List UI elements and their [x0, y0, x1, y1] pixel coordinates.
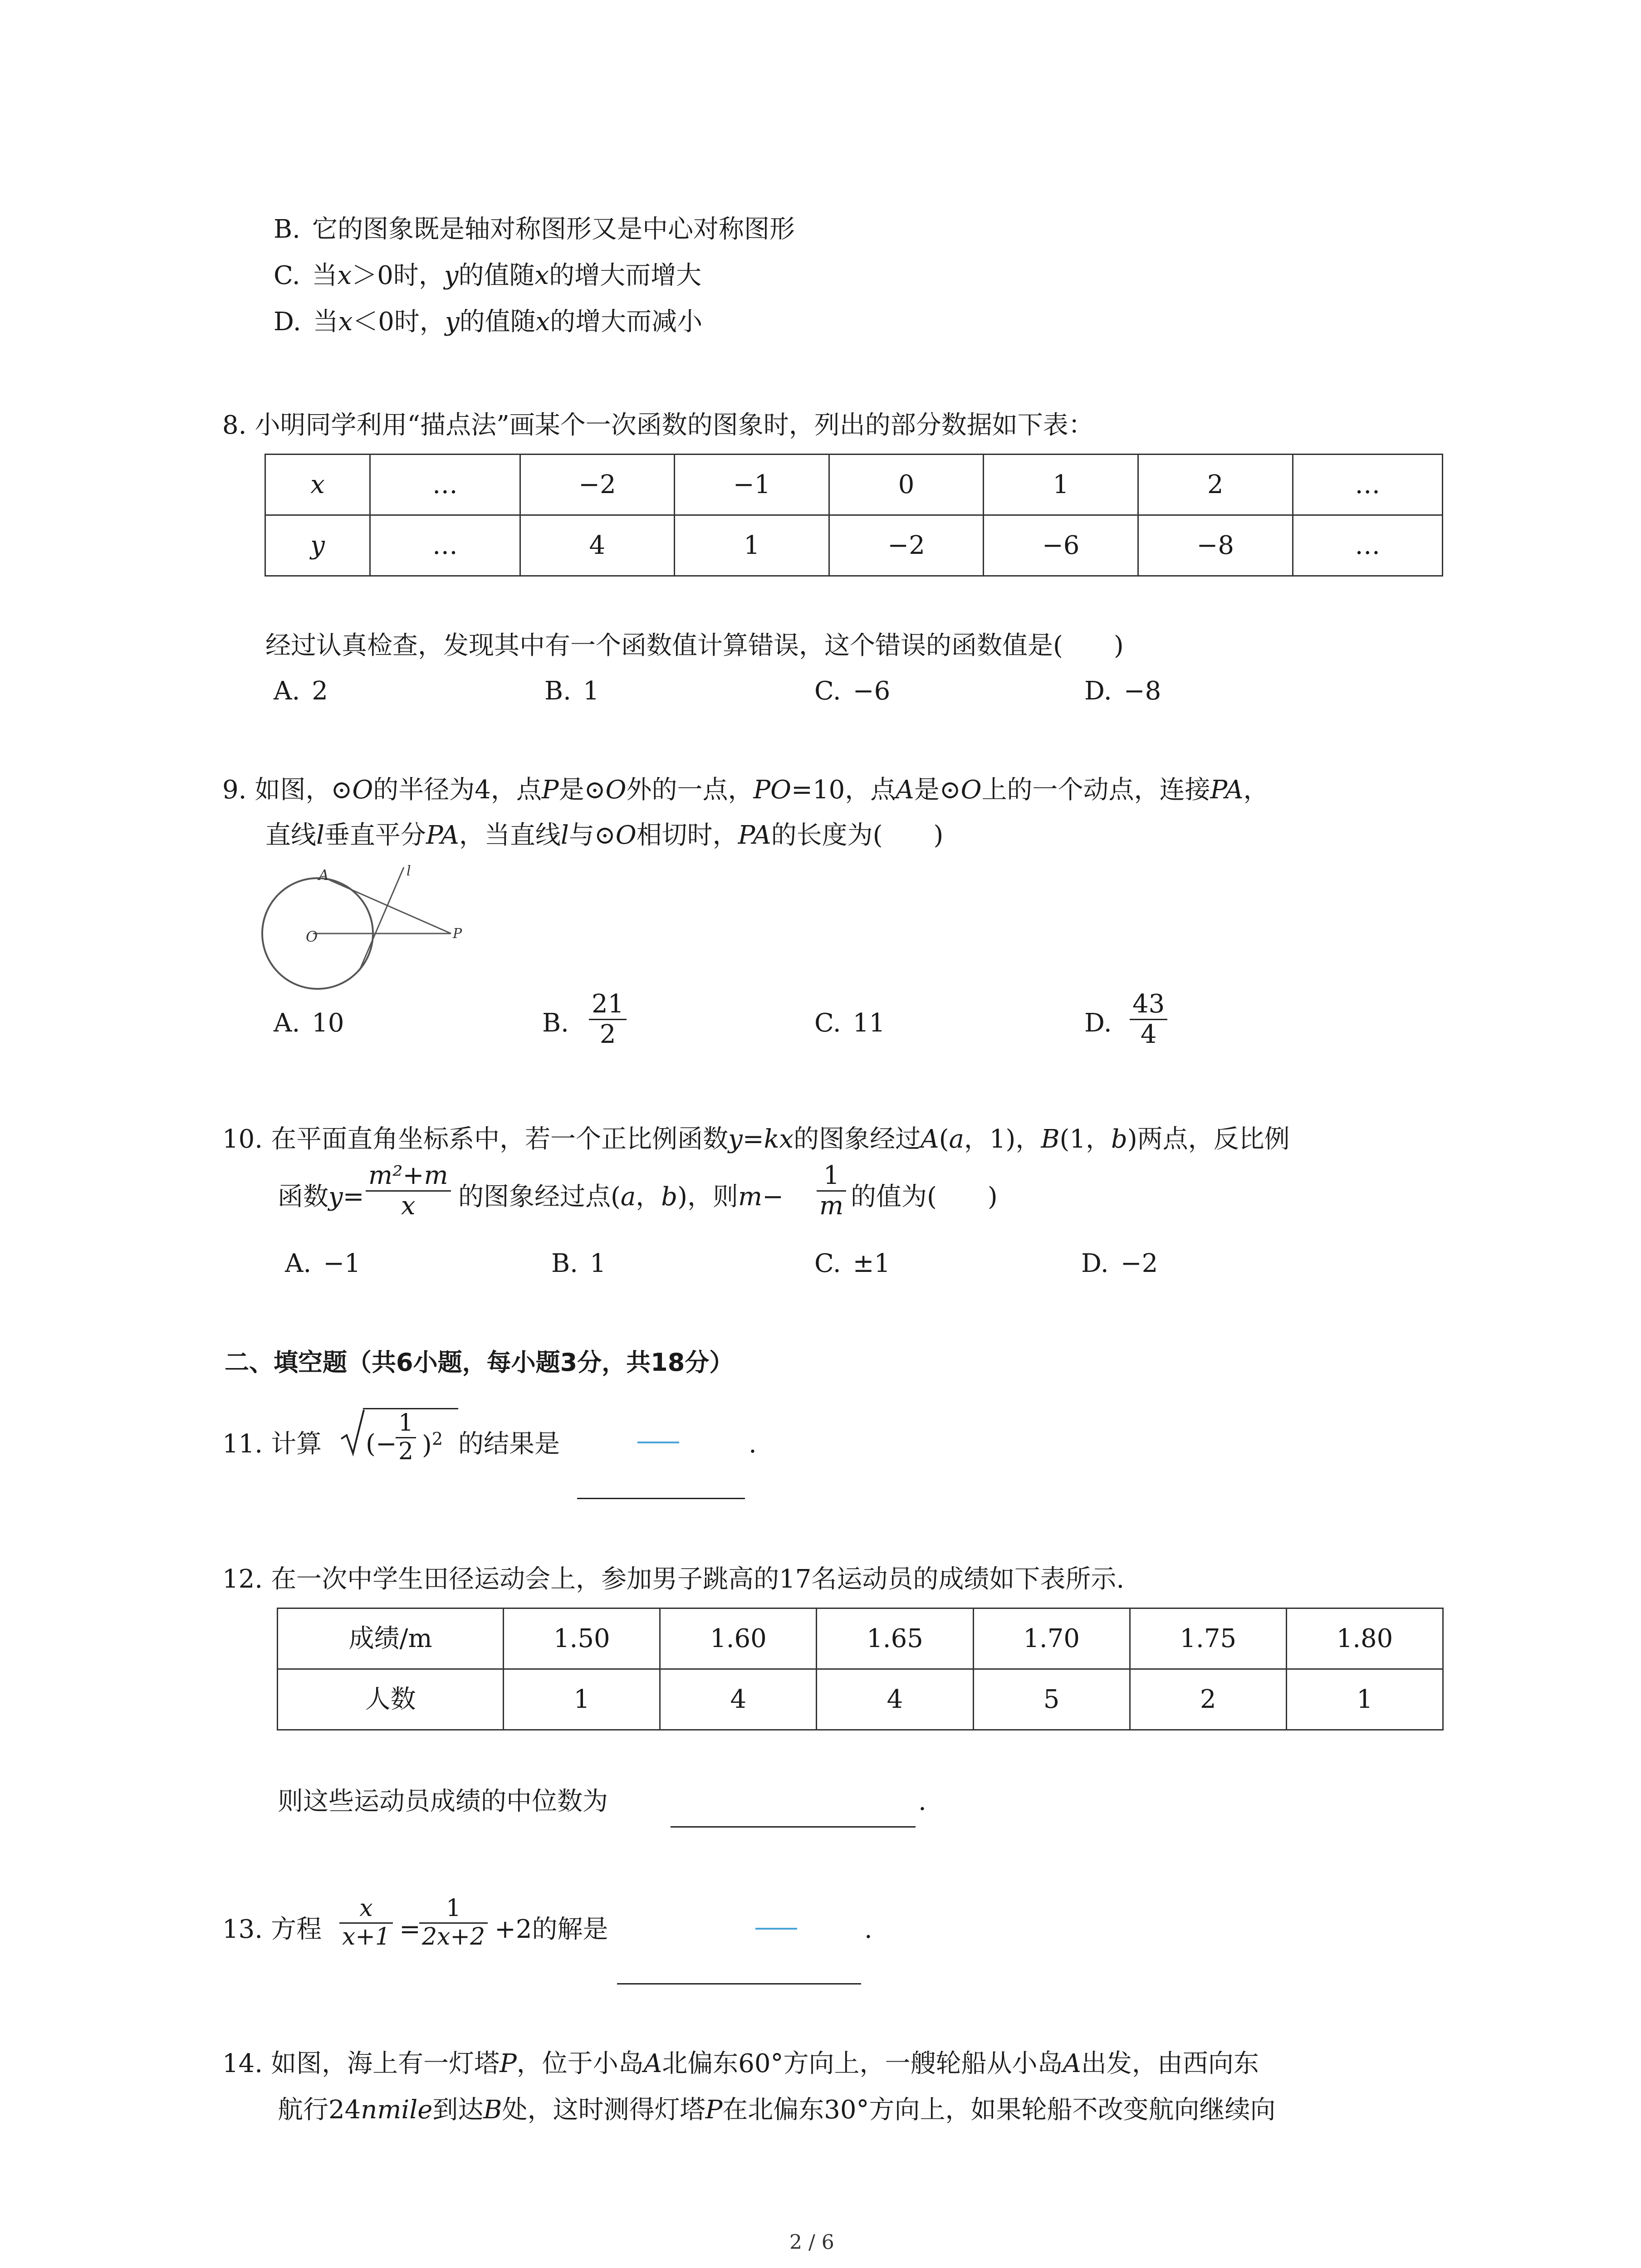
question-text: 函数: [278, 1182, 328, 1212]
q11-inner-pre: (−: [366, 1429, 397, 1459]
question-text: 到达: [432, 2095, 484, 2125]
question-number: 12.: [222, 1564, 263, 1594]
q9-option-c: [814, 1008, 885, 1038]
question-text: ，1)，: [964, 1124, 1041, 1154]
option-label: A.: [274, 1008, 300, 1038]
minus-sign: −: [762, 1182, 784, 1212]
q8-option-c: [814, 676, 890, 706]
answer-placeholder-mark: [637, 1442, 679, 1443]
table-cell: 1.60: [660, 1608, 817, 1669]
option-text: ＜0时，: [353, 307, 445, 337]
page-number: 2 / 6: [789, 2231, 834, 2254]
option-value: −8: [1123, 676, 1161, 706]
question-text: ，: [1243, 775, 1269, 805]
q9-option-b-fraction: [589, 990, 627, 1050]
question-text: 出发，由西向东: [1081, 2049, 1259, 2078]
q8-followup: 经过认真检查，发现其中有一个函数值计算错误，这个错误的函数值是( ): [265, 631, 1124, 660]
fraction-denominator: 2: [599, 1020, 616, 1050]
question-text: 上的一个动点，连接: [981, 775, 1210, 805]
q11-inner-post: [422, 1429, 443, 1461]
question-text: 外的一点，: [626, 775, 754, 805]
var-y: y: [445, 307, 460, 337]
question-text: (: [939, 1124, 949, 1154]
q10-fraction-m2m-over-x: [366, 1161, 451, 1221]
question-number: 8.: [222, 411, 247, 440]
option-value: 11: [852, 1008, 885, 1038]
question-number: 11.: [222, 1429, 263, 1459]
table-cell: 1.70: [973, 1608, 1130, 1669]
q10-stem-line2-pre: [278, 1182, 364, 1212]
fraction-denominator: 2x+2: [422, 1923, 485, 1950]
question-text: 是⊙: [558, 775, 606, 805]
table-cell: 0: [829, 455, 984, 515]
var: b: [1111, 1124, 1127, 1154]
question-number: 10.: [222, 1124, 263, 1154]
table-row-count: [278, 1669, 1443, 1730]
option-label: A.: [285, 1249, 312, 1278]
question-text: 航行24: [278, 2095, 361, 2125]
option-label: B.: [274, 215, 300, 244]
option-label: C.: [814, 1008, 841, 1038]
var: O: [352, 775, 373, 805]
var: A: [921, 1124, 939, 1154]
table-cell: …: [370, 515, 520, 576]
question-text: 相切时，: [636, 821, 738, 850]
table-cell: −6: [984, 515, 1138, 576]
q9-circle-figure: [259, 862, 476, 998]
question-text: 直线: [265, 821, 316, 850]
question-text: =10，点: [791, 775, 896, 805]
question-text: =: [742, 1124, 764, 1154]
question-text: 的半径为4，点: [373, 775, 542, 805]
option-label: C.: [814, 1249, 841, 1278]
q11-fraction: [396, 1410, 416, 1466]
q10-option-d: [1081, 1248, 1158, 1279]
segment-ap: [329, 880, 451, 934]
table-cell: x: [265, 455, 370, 515]
table-cell: 2: [1138, 455, 1293, 515]
q13-fraction-left: [339, 1895, 393, 1951]
option-label: D.: [1084, 676, 1112, 706]
question-text: 的长度为( ): [771, 821, 944, 850]
q13-fraction-right: [419, 1895, 488, 1951]
label-o: O: [306, 928, 318, 945]
option-value: 1: [589, 1249, 606, 1278]
question-text: 如图，海上有一灯塔: [271, 2049, 500, 2078]
var: P: [541, 775, 559, 805]
option-value: 1: [583, 676, 599, 706]
q13-period: .: [864, 1915, 872, 1944]
q10-stem-line2-mid: [458, 1182, 784, 1212]
var: PA: [1210, 775, 1244, 805]
table-cell: 2: [1130, 1669, 1286, 1730]
q11-stem-post: 的结果是: [458, 1429, 560, 1459]
fraction-numerator: 1: [817, 1161, 846, 1192]
q8-stem: [222, 410, 1094, 440]
var: B: [1041, 1124, 1060, 1154]
table-cell: …: [1293, 455, 1442, 515]
fraction-denominator: m: [819, 1191, 844, 1221]
q7-option-c: [274, 260, 701, 291]
question-text: 垂直平分: [324, 821, 426, 850]
fraction-numerator: 1: [419, 1895, 488, 1924]
q13-stem-post: +2的解是: [495, 1915, 608, 1944]
question-number: 9.: [222, 775, 247, 805]
fraction-denominator: x+1: [342, 1923, 390, 1950]
option-label: B.: [551, 1249, 578, 1278]
table-cell: 1.80: [1286, 1608, 1443, 1669]
table-cell: 1: [504, 1669, 660, 1730]
question-text: 在平面直角坐标系中，若一个正比例函数: [271, 1124, 729, 1154]
question-text: 计算: [271, 1429, 322, 1459]
q8-option-a: [274, 676, 328, 706]
q10-option-a: [285, 1248, 361, 1279]
var: A: [643, 2049, 662, 2078]
option-label: C.: [814, 676, 841, 706]
question-text: 小明同学利用“描点法”画某个一次函数的图象时，列出的部分数据如下表：: [255, 411, 1094, 440]
q7-option-b: [274, 214, 795, 244]
question-text: ，: [636, 1182, 661, 1212]
table-cell: 1: [675, 515, 829, 576]
q11-period: .: [749, 1429, 757, 1459]
option-label: C.: [274, 261, 300, 290]
var: a: [620, 1182, 636, 1212]
equals-sign: =: [343, 1182, 364, 1212]
var: P: [705, 2095, 723, 2125]
option-label: D.: [1081, 1249, 1109, 1278]
table-cell: 人数: [278, 1669, 504, 1730]
option-text: ＞0时，: [352, 261, 444, 290]
q9-stem-line2: [265, 820, 943, 850]
q13-stem-pre: [222, 1914, 322, 1945]
q9-option-d-label: D.: [1084, 1008, 1112, 1038]
fraction-denominator: 4: [1140, 1020, 1157, 1050]
q7-option-d: [274, 307, 702, 337]
var: b: [661, 1182, 678, 1212]
var-y: y: [444, 261, 459, 290]
question-text: )两点，反比例: [1127, 1124, 1290, 1154]
option-value: 10: [312, 1008, 344, 1038]
var: m: [738, 1182, 763, 1212]
question-text: (1，: [1059, 1124, 1111, 1154]
option-text: 的值随: [459, 307, 536, 337]
table-cell: 1: [984, 455, 1138, 515]
var: PA: [738, 821, 771, 850]
var: nmile: [361, 2095, 433, 2125]
table-cell: −2: [520, 455, 675, 515]
fraction-numerator: m²+m: [366, 1161, 451, 1192]
option-text: 的增大而减小: [550, 307, 703, 337]
q9-option-b-label: B.: [542, 1008, 569, 1038]
question-text: ，位于小岛: [516, 2049, 644, 2078]
var: y: [328, 1182, 343, 1212]
var: l: [560, 821, 569, 850]
table-cell: 4: [817, 1669, 973, 1730]
q11-answer-blank[interactable]: [577, 1498, 745, 1499]
var-x: x: [337, 261, 352, 290]
table-row-score: [278, 1608, 1443, 1669]
q10-stem-line2-post: 的值为( ): [851, 1182, 998, 1212]
table-cell: y: [265, 515, 370, 576]
option-text: 当: [312, 261, 338, 290]
option-label: A.: [274, 676, 300, 706]
option-value: −6: [852, 676, 891, 706]
question-text: 方程: [271, 1915, 322, 1944]
fraction-numerator: 1: [396, 1410, 416, 1438]
q14-stem-line1: [222, 2048, 1259, 2079]
table-row-x: [265, 455, 1443, 515]
var: kx: [764, 1124, 794, 1154]
var: PO: [753, 775, 792, 805]
question-text: 处，这时测得灯塔: [502, 2095, 705, 2125]
q10-stem-line1: [222, 1124, 1290, 1154]
q11-stem-pre: [222, 1429, 322, 1459]
question-text: )，则: [677, 1182, 738, 1212]
var: B: [483, 2095, 502, 2125]
q10-option-b: [551, 1248, 606, 1279]
question-text: 是⊙: [914, 775, 961, 805]
table-cell: −8: [1138, 515, 1293, 576]
q12-answer-blank[interactable]: [671, 1826, 916, 1828]
q12-period: .: [918, 1787, 926, 1816]
var: O: [615, 821, 637, 850]
var: P: [500, 2049, 517, 2078]
question-text: ，当直线: [459, 821, 561, 850]
q8-option-d: [1084, 676, 1161, 706]
q12-followup: 则这些运动员成绩的中位数为: [278, 1787, 608, 1816]
section-2-heading: 二、填空题（共6小题，每小题3分，共18分）: [225, 1348, 734, 1377]
question-text: 的图象经过: [794, 1124, 921, 1154]
q13-answer-blank[interactable]: [617, 1983, 861, 1984]
var: a: [949, 1124, 964, 1154]
table-cell: −2: [829, 515, 984, 576]
var-x: x: [534, 261, 549, 290]
label-p: P: [453, 926, 462, 942]
option-text: 当: [313, 307, 338, 337]
question-number: 13.: [222, 1915, 263, 1944]
var: y: [728, 1124, 743, 1154]
question-number: 14.: [222, 2049, 263, 2078]
question-text: 在北偏东30°方向上，如果轮船不改变航向继续向: [722, 2095, 1276, 2125]
option-text: 的值随: [458, 261, 535, 290]
label-a: A: [318, 866, 329, 884]
q14-stem-line2: [278, 2095, 1276, 2125]
question-text: 北偏东60°方向上，一艘轮船从小岛: [662, 2049, 1063, 2078]
q9-option-d-fraction: [1130, 990, 1167, 1050]
q9-stem-line1: [222, 775, 1269, 805]
option-value: −2: [1120, 1249, 1158, 1278]
q8-option-b: [544, 676, 599, 706]
table-cell: −1: [675, 455, 829, 515]
fraction-numerator: 43: [1130, 990, 1167, 1020]
var: O: [605, 775, 627, 805]
question-text: 在一次中学生田径运动会上，参加男子跳高的17名运动员的成绩如下表所示.: [271, 1564, 1125, 1594]
sqrt-sign-icon: [339, 1406, 367, 1461]
q10-option-c: [814, 1248, 890, 1279]
question-text: 的图象经过点(: [458, 1182, 621, 1212]
table-cell: 1: [1286, 1669, 1443, 1730]
option-label: D.: [274, 307, 301, 337]
answer-placeholder-mark: [755, 1928, 797, 1930]
var: A: [896, 775, 914, 805]
paren: ): [422, 1430, 432, 1460]
table-cell: 4: [660, 1669, 817, 1730]
table-cell: 5: [973, 1669, 1130, 1730]
table-cell: …: [1293, 515, 1442, 576]
var-x: x: [338, 307, 353, 337]
fraction-denominator: x: [401, 1191, 416, 1221]
option-value: −1: [323, 1249, 361, 1278]
q12-stem: [222, 1564, 1124, 1594]
table-cell: 1.65: [817, 1608, 973, 1669]
table-cell: …: [370, 455, 520, 515]
exponent: 2: [431, 1429, 443, 1449]
var: O: [960, 775, 982, 805]
q12-table: [277, 1608, 1444, 1730]
var: A: [1063, 2049, 1081, 2078]
question-text: 如图，⊙: [255, 775, 353, 805]
option-text: 的增大而增大: [549, 261, 702, 290]
fraction-numerator: x: [339, 1895, 393, 1924]
var: PA: [426, 821, 459, 850]
option-value: ±1: [852, 1249, 891, 1278]
q8-table: [265, 454, 1443, 577]
table-cell: 4: [520, 515, 675, 576]
table-cell: 1.75: [1130, 1608, 1286, 1669]
var-x: x: [535, 307, 550, 337]
q10-fraction-1-over-m: [817, 1161, 846, 1221]
table-cell: 成绩/m: [278, 1608, 504, 1669]
var: l: [316, 821, 324, 850]
question-text: 与⊙: [568, 821, 616, 850]
option-text: 它的图象既是轴对称图形又是中心对称图形: [312, 215, 795, 244]
table-cell: 1.50: [504, 1608, 660, 1669]
fraction-numerator: 21: [589, 990, 627, 1020]
q13-equals: =: [399, 1915, 421, 1944]
option-value: 2: [312, 676, 328, 706]
option-label: B.: [544, 676, 571, 706]
table-row-y: [265, 515, 1443, 576]
label-l: l: [407, 863, 411, 879]
line-l: [359, 867, 404, 971]
fraction-denominator: 2: [398, 1437, 414, 1465]
q9-option-a: [274, 1008, 344, 1038]
